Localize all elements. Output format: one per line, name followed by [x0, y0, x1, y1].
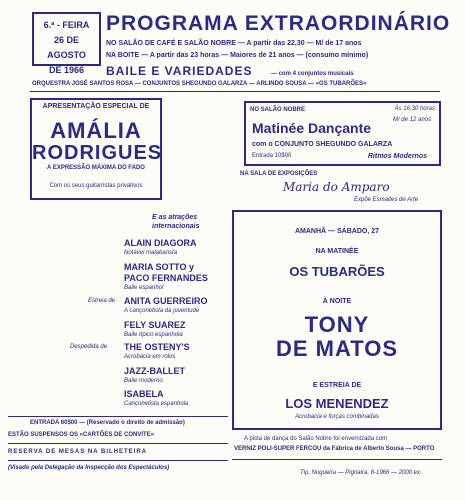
act-description: Notável malabarista [124, 250, 178, 256]
attractions-heading-1: E as atrações [152, 214, 198, 221]
matinee-venue: NO SALÃO NOBRE [250, 107, 306, 113]
dance-floor-note-1: A pista de dança do Salão Nobre foi envernizada com [244, 436, 388, 442]
baile-title: BAILE E VARIEDADES [106, 64, 253, 78]
act-name: ANITA GUERREIRO [124, 296, 208, 306]
censor-note: (Visado pela Delegação da Inspecção dos Espectáculos) [8, 465, 170, 471]
tomorrow-matinee: NA MATINÉE [315, 248, 359, 255]
header-divider [30, 91, 440, 92]
matinee-rhythms: Ritmos Modernos [367, 153, 427, 160]
amalia-first-name: AMÁLIA [50, 118, 142, 143]
tomorrow-night: À NOITE [322, 298, 352, 305]
amalia-last-name: RODRIGUES [32, 142, 163, 164]
tomorrow-date: AMANHÃ — SÁBADO, 27 [294, 228, 379, 235]
act-name: ISABELA [124, 389, 164, 399]
tomorrow-debut: E ESTREIA DE [312, 382, 362, 389]
table-reservations: RESERVA DE MESAS NA BILHETEIRA [8, 449, 148, 455]
act-description: Baile espanhol [124, 285, 164, 291]
matinee-box [244, 101, 441, 166]
footer-divider-left [8, 416, 228, 417]
matinee-age: M/ de 12 anos [392, 117, 431, 123]
act-tag: Despedida de [70, 344, 108, 350]
header-line-2: NA BOITE — A partir das 23 horas — Maiores de 21 anos — (consumo mínimo) [106, 52, 369, 59]
orchestras-line: ORQUESTRA JOSÉ SANTOS ROSA — CONJUNTOS SHEGUNDO GALARZA — ARLINDO SOUSA — «OS TUBARÕES» [32, 81, 367, 87]
tomorrow-act-description: Acrobacia e forças combinadas [295, 414, 379, 420]
exhibition-venue: NA SALA DE EXPOSIÇÕES [240, 171, 318, 177]
date-weekday: 6.ª - FEIRA [43, 20, 90, 30]
act-name: ALAIN DIAGORA [124, 238, 197, 248]
amalia-tagline: A EXPRESSÃO MÁXIMA DO FADO [47, 165, 145, 171]
matinee-with: com o CONJUNTO SHEGUNDO GALARZA [252, 141, 393, 148]
matinee-entry: Entrada 10$00 [252, 153, 292, 159]
amalia-box [30, 98, 162, 200]
act-tag: Estreia de [88, 298, 116, 304]
date-box [32, 12, 101, 75]
act-name: JAZZ-BALLET [124, 366, 185, 376]
act-description: Baile típico espanhola [124, 332, 183, 338]
attractions-heading-2: internacionais [152, 223, 200, 230]
tomorrow-act: LOS MENENDEZ [285, 396, 389, 411]
star-last-name: DE MATOS [275, 336, 399, 361]
baile-line [106, 62, 354, 80]
date-year: DE 1966 [48, 65, 85, 75]
header-line-1: NO SALÃO DE CAFÉ E SALÃO NOBRE — A partir das 22,30 — M/ de 17 anos [106, 40, 362, 47]
act-description: Acrobacia em rolos [124, 354, 176, 360]
act-name: THE OSTENY'S [124, 342, 190, 352]
tomorrow-box [232, 210, 442, 430]
act-name: MARIA SOTTO y [124, 262, 195, 272]
matinee-title: Matinée Dançante [252, 120, 372, 136]
exhibition-artist: Maria do Amparo [283, 180, 390, 194]
suspended-invites: ESTÃO SUSPENSOS OS «CARTÕES DE CONVITE» [8, 432, 155, 438]
tomorrow-band: OS TUBARÕES [289, 264, 385, 279]
act-description: Baile moderno [124, 378, 163, 384]
printer-credit: Tip. Nogueira — Pignaira, 8-1966 — 2000 ex. [300, 470, 422, 476]
star-first-name: TONY [304, 312, 370, 337]
exhibition-caption: Expõe Esmaltes de Arte [354, 197, 419, 203]
matinee-time: Às 16,30 horas [394, 106, 435, 112]
program-title: PROGRAMA EXTRAORDINÁRIO [106, 12, 451, 35]
dance-floor-note-2: VERNIZ POLI-SUPER FERCOU da Fábrica de Alberto Sousa — PORTO [234, 446, 435, 452]
footer-divider-right [232, 459, 442, 460]
date-day: 26 DE AGOSTO [47, 35, 86, 60]
entry-price: ENTRADA 60$00 — (Reservado o direito de admissão) [30, 420, 185, 426]
act-description: A cançonetista da juventude [124, 308, 200, 314]
amalia-guitarists: Com os seus guitarristas privativos [49, 183, 143, 189]
amalia-intro: APRESENTAÇÃO ESPECIAL DE [42, 103, 150, 110]
act-name: PACO FERNANDES [124, 273, 208, 283]
act-name: FELY SUAREZ [124, 320, 186, 330]
act-description: Cançonetista espanhola [124, 401, 189, 407]
footer-divider-low [8, 460, 228, 461]
baile-suffix: — com 4 conjuntos musicais [270, 71, 354, 77]
footer-divider-mid [8, 443, 228, 444]
